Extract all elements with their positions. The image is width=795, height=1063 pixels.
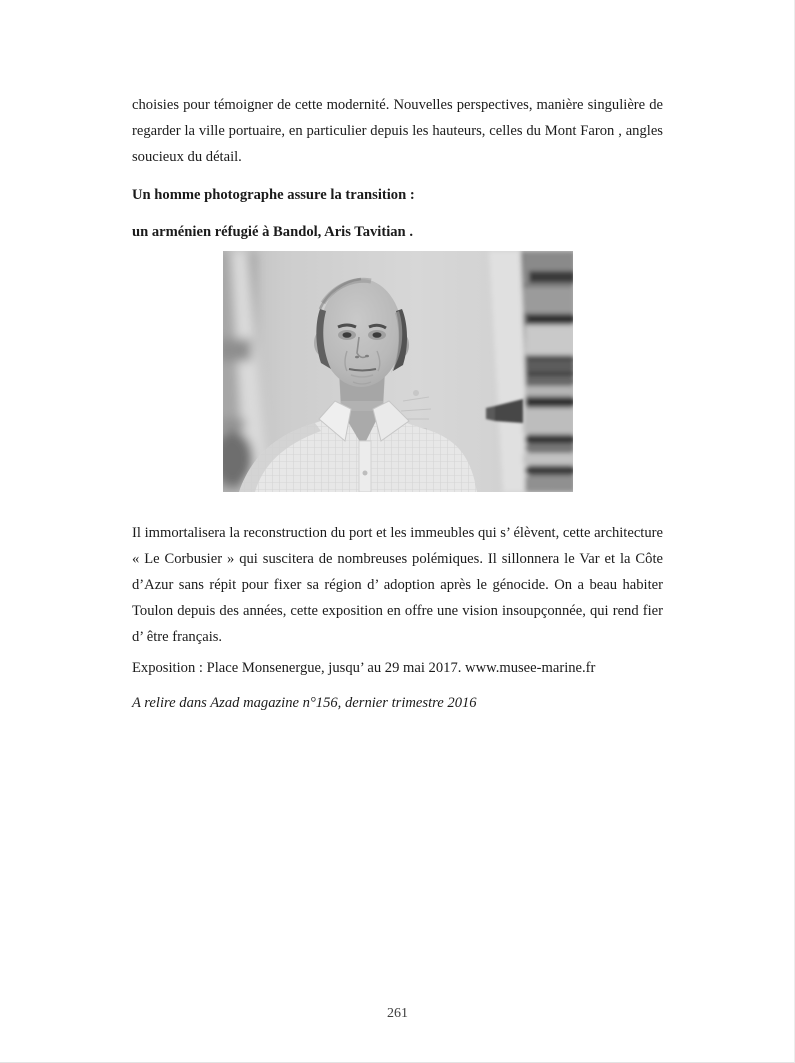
exposition-info-line: Exposition : Place Monsenergue, jusqu’ au 29 mai 2017. www.musee-marine.fr [132,660,596,676]
main-paragraph: Il immortalisera la reconstruction du port et les immeubles qui s’ élèvent, cette architecture « Le Corbusier » qui suscitera de nombreuses polémiques. Il sillonnera le Var et la Côte d’Azur sans répit pour fixer sa région d’ adoption après le génocide. On a beau habiter Toulon depuis des années, cette exposition en offre une vision insoupçonnée, qui rend fier d’ être français. [132,525,663,645]
portrait-photo-graphic [223,251,573,492]
intro-paragraph: choisies pour témoigner de cette modernité. Nouvelles perspectives, manière singulière de regarder la ville portuaire, en particulier depuis les hauteurs, celles du Mont Faron , angles soucieux du détail. [132,97,663,165]
text-column [132,92,663,716]
bold-heading-tavitian: un arménien réfugié à Bandol, Aris Tavitian . [132,224,413,240]
page-number: 261 [387,1006,408,1021]
portrait-photo [223,251,573,492]
magazine-reference-line: A relire dans Azad magazine n°156, dernier trimestre 2016 [132,695,477,711]
bold-heading-transition: Un homme photographe assure la transition : [132,187,415,203]
